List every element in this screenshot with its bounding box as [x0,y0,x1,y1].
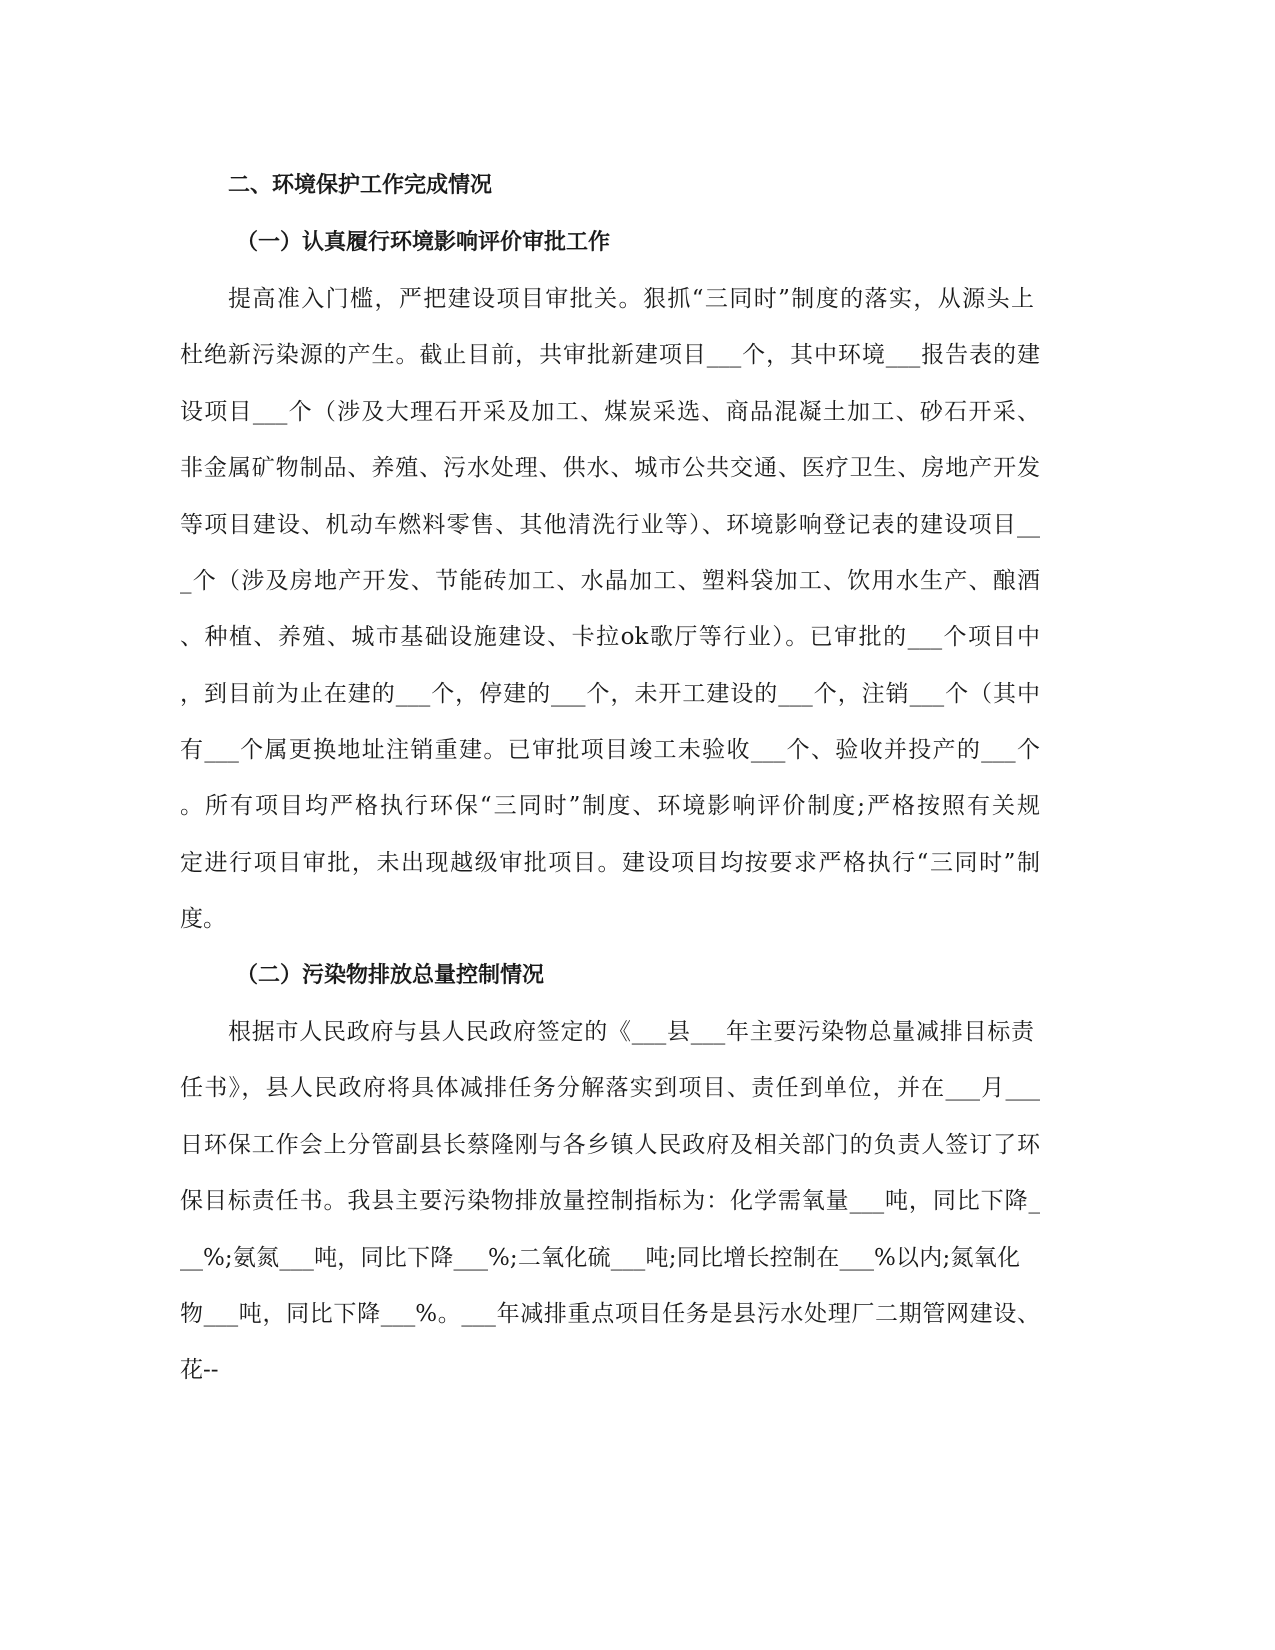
paragraph-line: 花-- [180,1357,219,1383]
paragraph-line: 根据市人民政府与县人民政府签定的《___县___年主要污染物总量减排目标责 [228,1019,1034,1045]
paragraph-line: 提高准入门槛，严把建设项目审批关。狠抓“三同时”制度的落实，从源头上 [228,286,1034,312]
paragraph-line: 非金属矿物制品、养殖、污水处理、供水、城市公共交通、医疗卫生、房地产开发 [180,455,1040,481]
paragraph-line: 等项目建设、机动车燃料零售、其他清洗行业等）、环境影响登记表的建设项目__ [180,512,1040,538]
paragraph-line: 设项目___个（涉及大理石开采及加工、煤炭采选、商品混凝土加工、砂石开采、 [180,399,1040,425]
section-2-title: （二）污染物排放总量控制情况 [236,963,545,988]
main-heading: 二、环境保护工作完成情况 [228,173,493,198]
paragraph-line: 。所有项目均严格执行环保“三同时”制度、环境影响评价制度;严格按照有关规 [180,793,1040,819]
paragraph-line: 杜绝新污染源的产生。截止目前，共审批新建项目___个，其中环境___报告表的建 [180,342,1040,368]
paragraph-line: ，到目前为止在建的___个，停建的___个，未开工建设的___个，注销___个（其中 [180,681,1040,707]
paragraph-line: _个（涉及房地产开发、节能砖加工、水晶加工、塑料袋加工、饮用水生产、酿酒 [180,568,1040,594]
paragraph-line: 日环保工作会上分管副县长蔡隆刚与各乡镇人民政府及相关部门的负责人签订了环 [180,1132,1040,1158]
paragraph-line: 任书》，县人民政府将具体减排任务分解落实到项目、责任到单位，并在___月___ [180,1075,1040,1101]
paragraph-line: 定进行项目审批，未出现越级审批项目。建设项目均按要求严格执行“三同时”制 [180,850,1040,876]
paragraph-line: 有___个属更换地址注销重建。已审批项目竣工未验收___个、验收并投产的___个 [180,737,1040,763]
section-1-title: （一）认真履行环境影响评价审批工作 [236,230,611,255]
paragraph-line: 、种植、养殖、城市基础设施建设、卡拉ok歌厅等行业）。已审批的___个项目中 [180,624,1040,650]
paragraph-line: 物___吨，同比下降___%。___年减排重点项目任务是县污水处理厂二期管网建设、 [180,1301,1040,1327]
paragraph-line: 度。 [180,906,226,932]
paragraph-line: 保目标责任书。我县主要污染物排放量控制指标为：化学需氧量___吨，同比下降_ [180,1188,1040,1214]
paragraph-line: __%;氨氮___吨，同比下降___%;二氧化硫___吨;同比增长控制在___%以内;氮氧化 [180,1245,1020,1271]
